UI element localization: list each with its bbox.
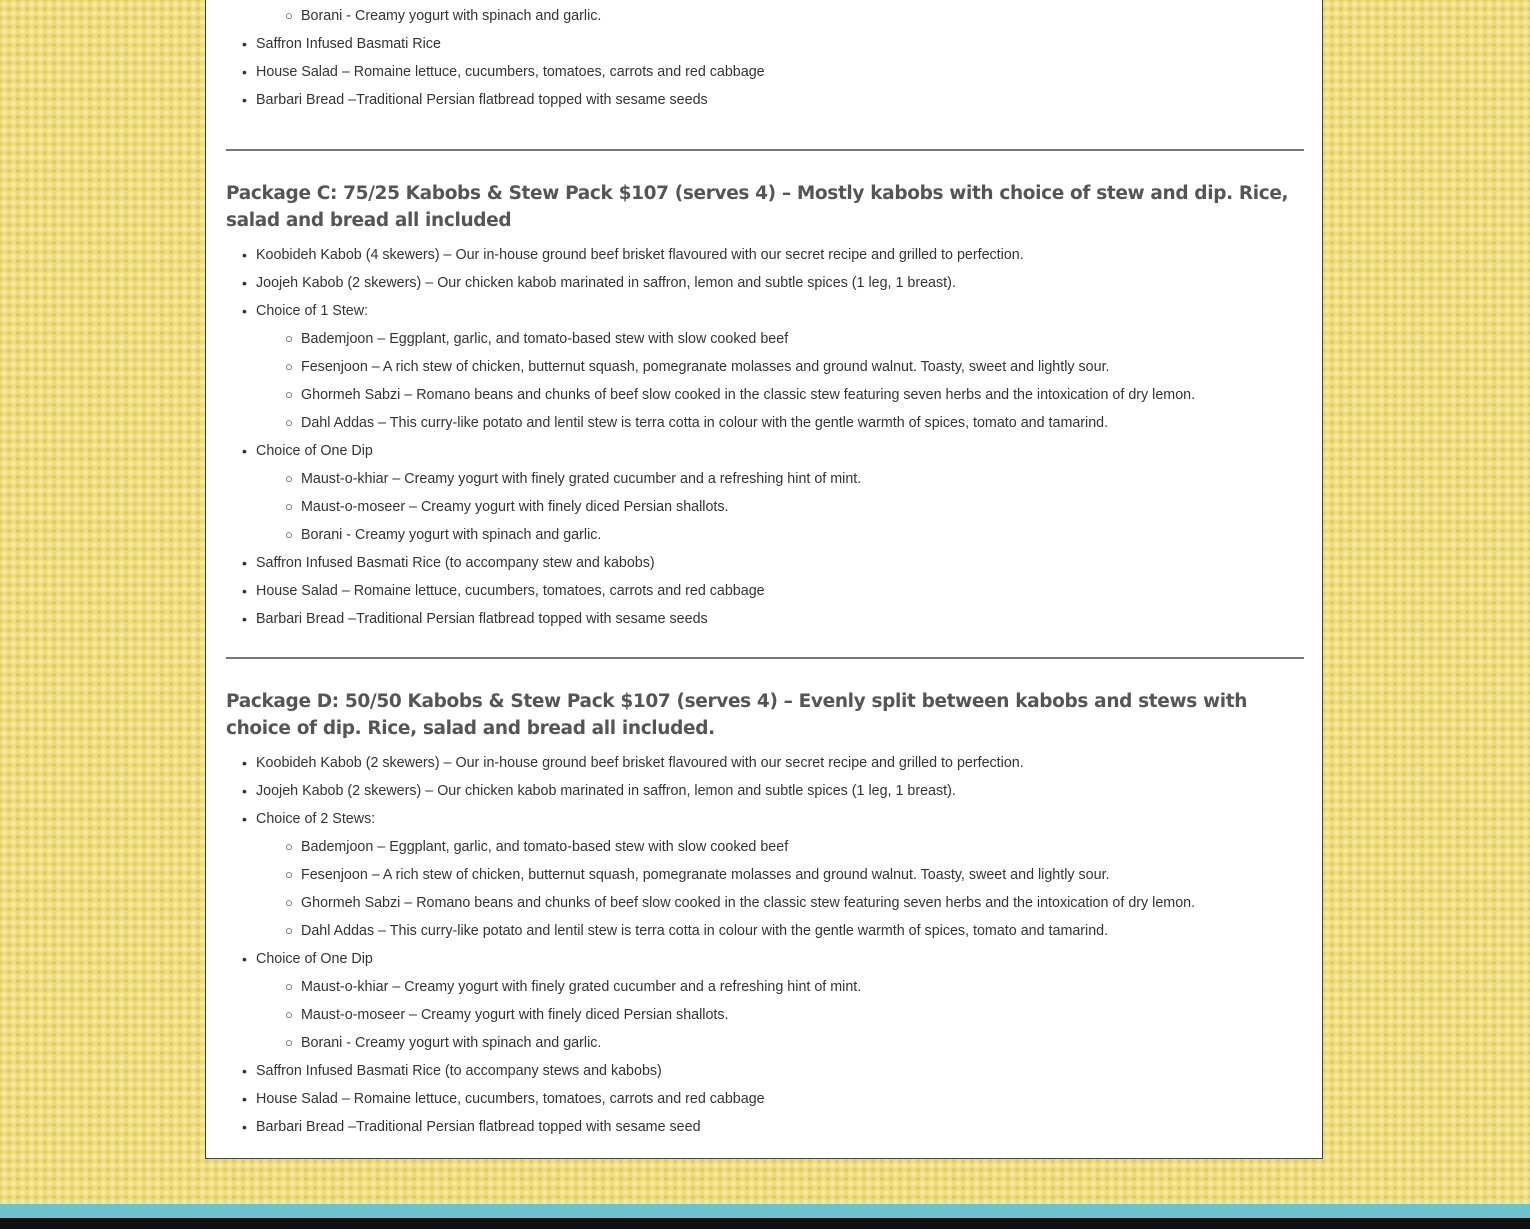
footer-accent-band: [0, 1204, 1530, 1218]
list-item: • House Salad – Romaine lettuce, cucumbers, tomatoes, carrots and red cabbage: [226, 1085, 1304, 1113]
section-divider: [226, 657, 1304, 659]
list-item: ○ Ghormeh Sabzi – Romano beans and chunks of beef slow cooked in the classic stew featuring seven herbs and the intoxication of dry lemon.: [226, 889, 1304, 917]
package-d-title: Package D: 50/50 Kabobs & Stew Pack $107 (serves 4) – Evenly split between kabobs and stews with choice of dip. Rice, salad and bread all included.: [226, 691, 1248, 739]
list-item: ○ Fesenjoon – A rich stew of chicken, butternut squash, pomegranate molasses and ground walnut. Toasty, sweet and lightly sour.: [226, 353, 1304, 381]
circle-bullet-icon: ○: [285, 359, 293, 374]
disc-bullet-icon: •: [242, 247, 247, 263]
disc-bullet-icon: •: [242, 64, 247, 80]
disc-bullet-icon: •: [242, 1063, 247, 1079]
list-item: ○ Maust-o-moseer – Creamy yogurt with finely diced Persian shallots.: [226, 493, 1304, 521]
list-item: ○ Borani - Creamy yogurt with spinach and garlic.: [226, 2, 1304, 30]
circle-bullet-icon: ○: [285, 499, 293, 514]
list-item: ○ Ghormeh Sabzi – Romano beans and chunks of beef slow cooked in the classic stew featuring seven herbs and the intoxication of dry lemon.: [226, 381, 1304, 409]
disc-bullet-icon: •: [242, 92, 247, 108]
disc-bullet-icon: •: [242, 443, 247, 459]
list-item: • Saffron Infused Basmati Rice (to accompany stews and kabobs): [226, 1057, 1304, 1085]
circle-bullet-icon: ○: [285, 471, 293, 486]
list-item: • Choice of 1 Stew:: [226, 297, 1304, 325]
circle-bullet-icon: ○: [285, 527, 293, 542]
list-item: ○ Borani - Creamy yogurt with spinach and garlic.: [226, 1029, 1304, 1057]
circle-bullet-icon: ○: [285, 415, 293, 430]
list-item: • Barbari Bread –Traditional Persian flatbread topped with sesame seeds: [226, 86, 1304, 114]
circle-bullet-icon: ○: [285, 895, 293, 910]
list-item: • Koobideh Kabob (4 skewers) – Our in-house ground beef brisket flavoured with our secret recipe and grilled to perfection.: [226, 241, 1304, 269]
package-b-sides-list: [226, 30, 1304, 114]
disc-bullet-icon: •: [242, 303, 247, 319]
circle-bullet-icon: ○: [285, 979, 293, 994]
circle-bullet-icon: ○: [285, 387, 293, 402]
disc-bullet-icon: •: [242, 36, 247, 52]
list-item: ○ Dahl Addas – This curry-like potato and lentil stew is terra cotta in colour with the gentle warmth of spices, tomato and tamarind.: [226, 409, 1304, 437]
package-c-section: [226, 180, 1304, 633]
list-item: ○ Fesenjoon – A rich stew of chicken, butternut squash, pomegranate molasses and ground walnut. Toasty, sweet and lightly sour.: [226, 861, 1304, 889]
disc-bullet-icon: •: [242, 1091, 247, 1107]
list-item: • Saffron Infused Basmati Rice: [226, 30, 1304, 58]
circle-bullet-icon: ○: [285, 8, 293, 23]
circle-bullet-icon: ○: [285, 839, 293, 854]
list-item: ○ Dahl Addas – This curry-like potato and lentil stew is terra cotta in colour with the gentle warmth of spices, tomato and tamarind.: [226, 917, 1304, 945]
footer-bar: [0, 1218, 1530, 1229]
list-item: • House Salad – Romaine lettuce, cucumbers, tomatoes, carrots and red cabbage: [226, 58, 1304, 86]
disc-bullet-icon: •: [242, 275, 247, 291]
package-b-tail: [226, 2, 1304, 114]
disc-bullet-icon: •: [242, 611, 247, 627]
list-item: • Choice of One Dip: [226, 945, 1304, 973]
list-item: ○ Maust-o-khiar – Creamy yogurt with finely grated cucumber and a refreshing hint of mint.: [226, 465, 1304, 493]
menu-content-panel: [205, 0, 1323, 1159]
package-c-list: [226, 241, 1304, 633]
disc-bullet-icon: •: [242, 951, 247, 967]
list-item: • Barbari Bread –Traditional Persian flatbread topped with sesame seeds: [226, 605, 1304, 633]
package-b-dip-list: [226, 2, 1304, 30]
list-item: ○ Maust-o-khiar – Creamy yogurt with finely grated cucumber and a refreshing hint of mint.: [226, 973, 1304, 1001]
list-item: • Joojeh Kabob (2 skewers) – Our chicken kabob marinated in saffron, lemon and subtle spices (1 leg, 1 breast).: [226, 269, 1304, 297]
disc-bullet-icon: •: [242, 1119, 247, 1135]
list-item: • Koobideh Kabob (2 skewers) – Our in-house ground beef brisket flavoured with our secret recipe and grilled to perfection.: [226, 749, 1304, 777]
list-item: • Choice of 2 Stews:: [226, 805, 1304, 833]
section-divider: [226, 149, 1304, 151]
disc-bullet-icon: •: [242, 755, 247, 771]
package-c-title: Package C: 75/25 Kabobs & Stew Pack $107 (serves 4) – Mostly kabobs with choice of stew and dip. Rice, salad and bread all included: [226, 183, 1289, 231]
circle-bullet-icon: ○: [285, 923, 293, 938]
list-item: • House Salad – Romaine lettuce, cucumbers, tomatoes, carrots and red cabbage: [226, 577, 1304, 605]
list-item: • Choice of One Dip: [226, 437, 1304, 465]
list-item: ○ Bademjoon – Eggplant, garlic, and tomato-based stew with slow cooked beef: [226, 833, 1304, 861]
circle-bullet-icon: ○: [285, 1035, 293, 1050]
disc-bullet-icon: •: [242, 583, 247, 599]
list-item: ○ Borani - Creamy yogurt with spinach and garlic.: [226, 521, 1304, 549]
list-item: ○ Maust-o-moseer – Creamy yogurt with finely diced Persian shallots.: [226, 1001, 1304, 1029]
circle-bullet-icon: ○: [285, 867, 293, 882]
circle-bullet-icon: ○: [285, 331, 293, 346]
disc-bullet-icon: •: [242, 783, 247, 799]
list-item: • Barbari Bread –Traditional Persian flatbread topped with sesame seed: [226, 1113, 1304, 1141]
list-item: ○ Bademjoon – Eggplant, garlic, and tomato-based stew with slow cooked beef: [226, 325, 1304, 353]
disc-bullet-icon: •: [242, 555, 247, 571]
disc-bullet-icon: •: [242, 811, 247, 827]
package-d-list: [226, 749, 1304, 1141]
list-item: • Saffron Infused Basmati Rice (to accompany stew and kabobs): [226, 549, 1304, 577]
circle-bullet-icon: ○: [285, 1007, 293, 1022]
package-d-section: [226, 688, 1304, 1141]
list-item: • Joojeh Kabob (2 skewers) – Our chicken kabob marinated in saffron, lemon and subtle spices (1 leg, 1 breast).: [226, 777, 1304, 805]
